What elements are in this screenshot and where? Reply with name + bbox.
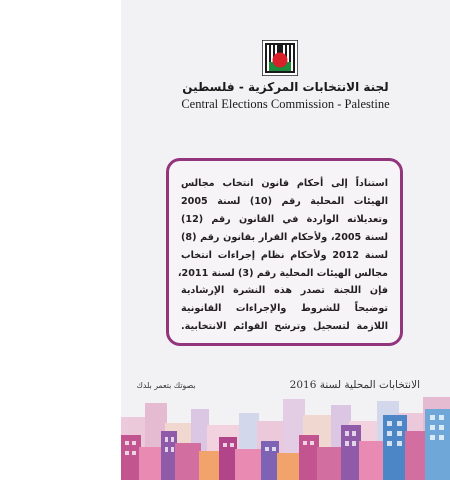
footer <box>121 379 450 395</box>
notice-box <box>166 158 403 346</box>
brochure-page <box>121 0 450 480</box>
notice-line: مجالس الهيئات المحلية رقم (3) لسنة 2011، <box>177 267 388 279</box>
notice-line: فإن اللجنة تصدر هذه النشرة الإرشادية <box>181 285 388 297</box>
notice-text <box>169 175 400 336</box>
notice-line: استناداً إلى أحكام قانون انتخاب مجالس <box>181 178 388 189</box>
org-name-arabic: لجنة الانتخابات المركزية - فلسطين <box>182 80 389 94</box>
notice-line: لسنة 2012 ولأحكام نظام إجراءات انتخاب <box>181 249 388 261</box>
left-margin <box>0 0 121 480</box>
org-name-english: Central Elections Commission - Palestine <box>181 97 390 111</box>
footer-title: الانتخابات المحلية لسنة 2016 <box>289 379 420 391</box>
notice-line: لسنة 2005، ولأحكام القرار بقانون رقم (8) <box>181 231 388 243</box>
city-skyline-illustration <box>121 395 450 480</box>
cec-logo-icon <box>262 40 298 76</box>
notice-line: اللازمة لتسجيل وترشح القوائم الانتخابية. <box>181 321 388 333</box>
notice-line: توضيحاً للشروط والإجراءات القانونية <box>181 303 388 315</box>
footer-slogan: بصوتك بتعمر بلدك <box>136 381 196 390</box>
notice-line: وتعديلاته الواردة في القانون رقم (12) <box>181 213 388 225</box>
notice-line: الهيئات المحلية رقم (10) لسنة 2005 <box>181 195 389 207</box>
